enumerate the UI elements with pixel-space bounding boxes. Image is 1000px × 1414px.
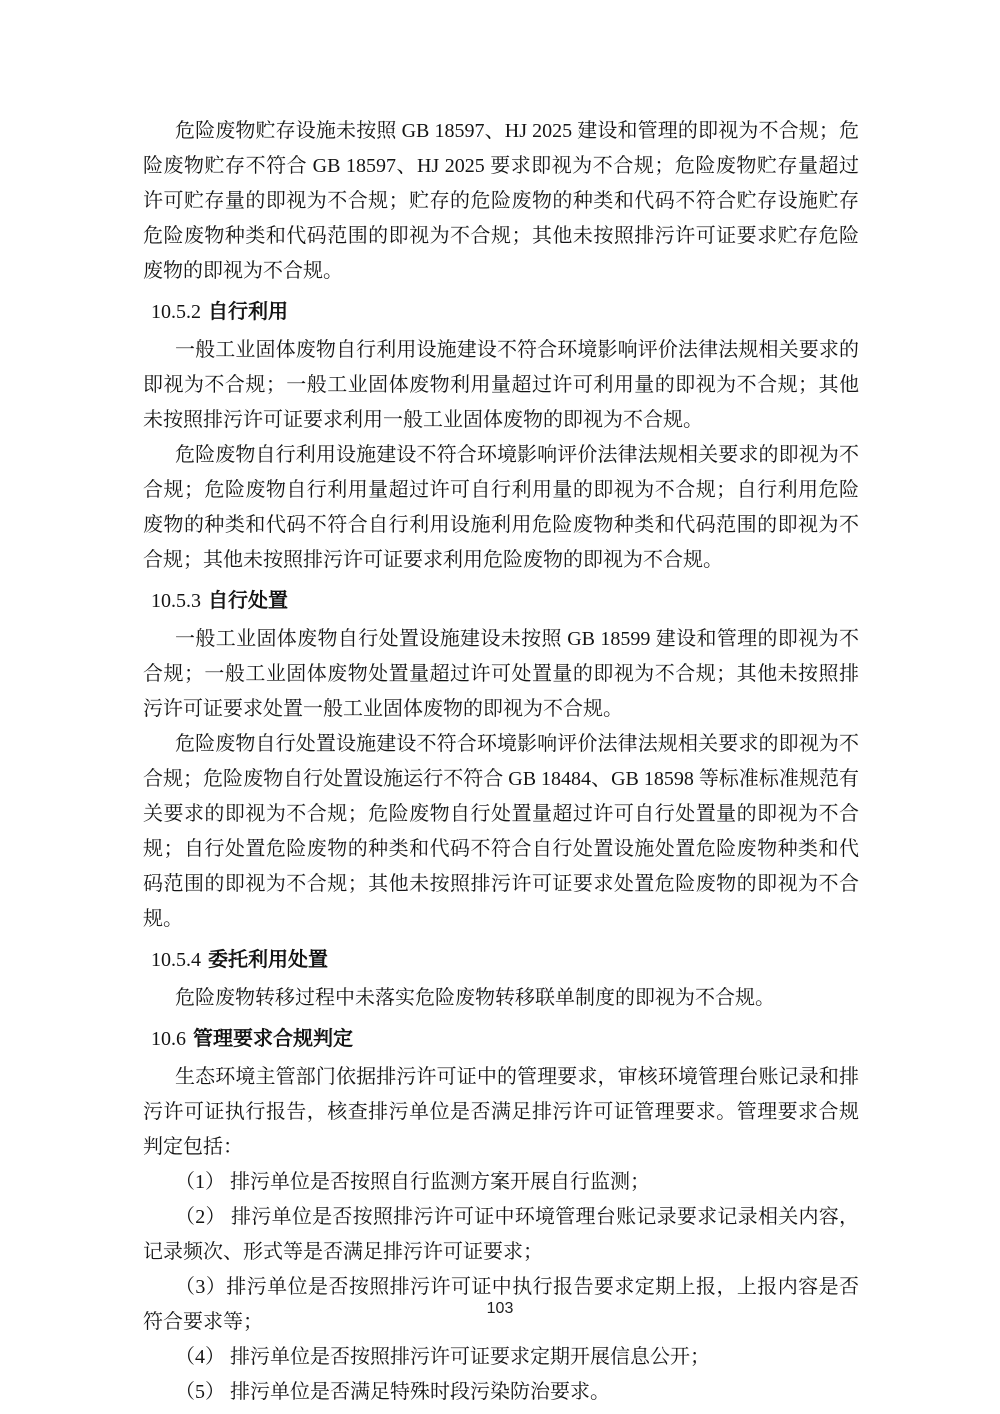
page-number: 103 <box>486 1300 514 1317</box>
paragraph-hazardous-waste-transfer: 危险废物转移过程中未落实危险废物转移联单制度的即视为不合规。 <box>175 987 775 1009</box>
heading-number: 10.6 <box>151 1028 186 1050</box>
page-footer <box>0 1300 1000 1318</box>
section-heading-10-5-2 <box>143 295 859 330</box>
paragraph-hazardous-waste-self-disposal: 危险废物自行处置设施建设不符合环境影响评价法律法规相关要求的即视为不合规；危险废物自行处置设施运行不符合 GB 18484、GB 18598 等标准标准规范有关要求的即视为不合规；危险废物自行处置量超过许可自行处置量的即视为不合规；自行处置危险废物的种类和代码不符合自行处置设施处置危险废物种类和代码范围的即视为不合规；其他未按照排污许可证要求处置危险废物的即视为不合规。 <box>143 733 859 930</box>
list-item-1: （1） 排污单位是否按照自行监测方案开展自行监测； <box>175 1171 650 1193</box>
paragraph-hazardous-storage: 危险废物贮存设施未按照 GB 18597、HJ 2025 建设和管理的即视为不合规；危险废物贮存不符合 GB 18597、HJ 2025 要求即视为不合规；危险废物贮存量超过许可贮存量的即视为不合规；贮存的危险废物的种类和代码不符合贮存设施贮存危险废物种类和代码范围的即视为不合规；其他未按照排污许可证要求贮存危险废物的即视为不合规。 <box>143 120 859 282</box>
page-content <box>143 114 859 1410</box>
section-heading-10-6 <box>143 1022 859 1057</box>
heading-number: 10.5.2 <box>151 301 201 323</box>
paragraph-management-compliance-intro: 生态环境主管部门依据排污许可证中的管理要求，审核环境管理台账记录和排污许可证执行报告，核查排污单位是否满足排污许可证管理要求。管理要求合规判定包括： <box>143 1066 859 1158</box>
heading-title: 自行处置 <box>208 590 288 612</box>
heading-title: 自行利用 <box>208 301 288 323</box>
heading-number: 10.5.3 <box>151 590 201 612</box>
list-item-3: （3）排污单位是否按照排污许可证中执行报告要求定期上报，上报内容是否符合要求等； <box>143 1276 859 1333</box>
paragraph-hazardous-waste-self-use: 危险废物自行利用设施建设不符合环境影响评价法律法规相关要求的即视为不合规；危险废物自行利用量超过许可自行利用量的即视为不合规；自行利用危险废物的种类和代码不符合自行利用设施利用危险废物种类和代码范围的即视为不合规；其他未按照排污许可证要求利用危险废物的即视为不合规。 <box>143 444 859 571</box>
heading-title: 委托利用处置 <box>208 949 328 971</box>
section-heading-10-5-4 <box>143 943 859 978</box>
list-item-5: （5） 排污单位是否满足特殊时段污染防治要求。 <box>175 1381 610 1403</box>
list-item-4: （4） 排污单位是否按照排污许可证要求定期开展信息公开； <box>175 1346 710 1368</box>
paragraph-general-solid-waste-self-disposal: 一般工业固体废物自行处置设施建设未按照 GB 18599 建设和管理的即视为不合规；一般工业固体废物处置量超过许可处置量的即视为不合规；其他未按照排污许可证要求处置一般工业固体废物的即视为不合规。 <box>143 628 859 720</box>
heading-title: 管理要求合规判定 <box>193 1028 353 1050</box>
section-heading-10-5-3 <box>143 584 859 619</box>
heading-number: 10.5.4 <box>151 949 201 971</box>
paragraph-general-solid-waste-self-use: 一般工业固体废物自行利用设施建设不符合环境影响评价法律法规相关要求的即视为不合规；一般工业固体废物利用量超过许可利用量的即视为不合规；其他未按照排污许可证要求利用一般工业固体废物的即视为不合规。 <box>143 339 859 431</box>
list-item-2: （2） 排污单位是否按照排污许可证中环境管理台账记录要求记录相关内容，记录频次、形式等是否满足排污许可证要求； <box>143 1206 859 1263</box>
